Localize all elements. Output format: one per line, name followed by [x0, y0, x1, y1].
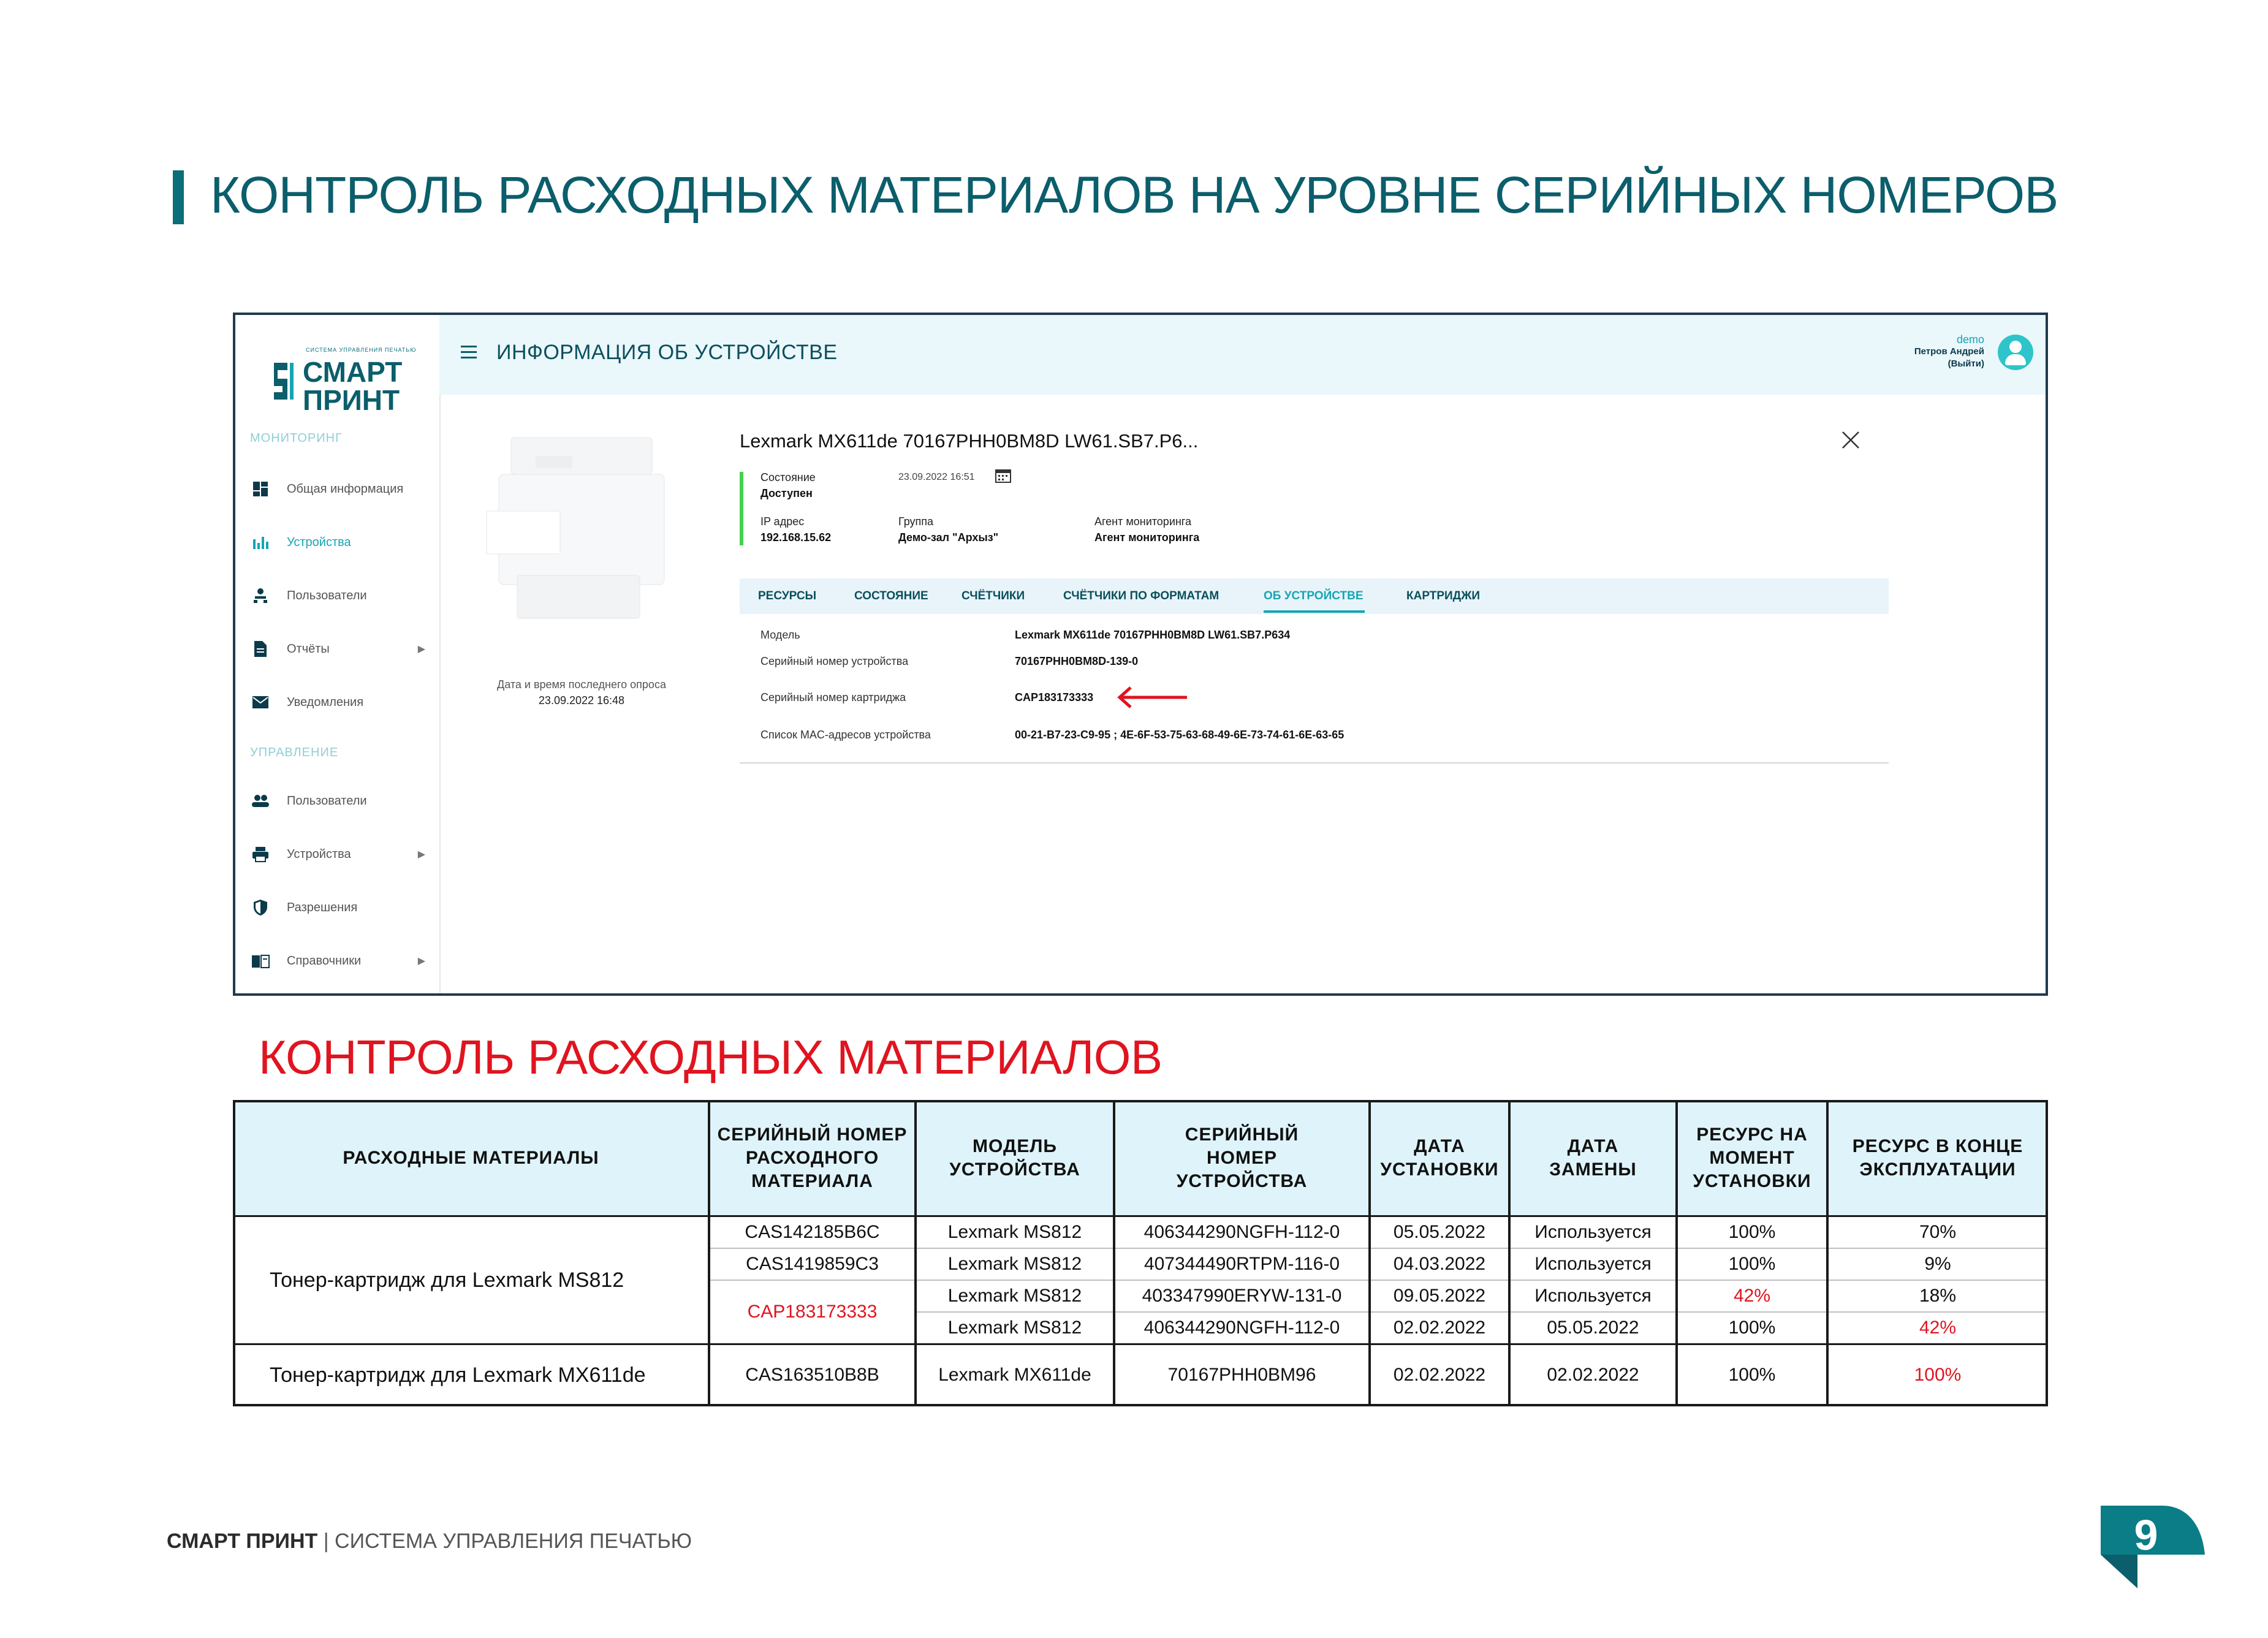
last-poll: [477, 677, 686, 708]
sidebar-item-permissions[interactable]: [250, 895, 434, 920]
col-header: РАСХОДНЫЕ МАТЕРИАЛЫ: [343, 1148, 599, 1168]
cell-res-end: 70%: [1919, 1222, 1957, 1242]
user-tree-icon: [250, 585, 271, 606]
sidebar-item-label: Отчёты: [287, 642, 330, 656]
cell-res-end: 42%: [1919, 1318, 1957, 1338]
field-label: Серийный номер картриджа: [760, 691, 906, 703]
page-number: 9: [2134, 1511, 2158, 1559]
sidebar-section-management: УПРАВЛЕНИЕ: [250, 746, 339, 759]
cell-installed: 05.05.2022: [1393, 1222, 1486, 1242]
user-info: [1914, 333, 1984, 370]
tab-cartridges[interactable]: КАРТРИДЖИ: [1406, 590, 1481, 602]
footer-separator: |: [317, 1530, 335, 1553]
expand-arrow-icon: ▶: [417, 644, 425, 654]
device-title: Lexmark MX611de 70167PHH0BM8D LW61.SB7.P6...: [740, 430, 1199, 452]
section-title: КОНТРОЛЬ РАСХОДНЫХ МАТЕРИАЛОВ: [259, 1030, 1162, 1084]
col-header: СЕРИЙНЫЙ НОМЕР РАСХОДНОГО МАТЕРИАЛА: [717, 1124, 908, 1191]
status-time: 23.09.2022 16:51: [898, 472, 975, 482]
cell-res-end: 18%: [1919, 1286, 1957, 1306]
ip-value: 192.168.15.62: [760, 531, 832, 544]
dashboard-icon: [250, 479, 271, 499]
report-icon: [250, 639, 271, 659]
col-header: МОДЕЛЬ УСТРОЙСТВА: [949, 1136, 1080, 1180]
row-divider: [709, 1248, 2048, 1249]
cell-res-start: 42%: [1733, 1286, 1771, 1306]
cell-device-sn: 70167PHH0BM96: [1167, 1365, 1316, 1385]
title-accent-bar: [173, 170, 184, 224]
field-value: 70167PHH0BM8D-139-0: [1015, 655, 1139, 667]
cell-res-start: 100%: [1728, 1254, 1776, 1274]
cell-serial: CAS142185B6C: [745, 1222, 880, 1242]
sidebar-item-notifications[interactable]: [250, 690, 434, 715]
shield-icon: [250, 897, 271, 918]
tab-counters[interactable]: СЧЁТЧИКИ: [961, 590, 1025, 602]
field-label: Модель: [760, 629, 800, 641]
table-border: [2046, 1100, 2048, 1406]
close-icon[interactable]: [1841, 430, 1860, 450]
sidebar-item-label: Уведомления: [287, 695, 364, 709]
cell-installed: 09.05.2022: [1393, 1286, 1486, 1306]
ip-field: [760, 514, 831, 545]
col-header: ДАТА УСТАНОВКИ: [1380, 1136, 1499, 1180]
cell-res-start: 100%: [1728, 1365, 1776, 1385]
sidebar-item-label: Общая информация: [287, 482, 404, 496]
sidebar-item-manage-devices[interactable]: [250, 842, 434, 866]
sidebar-item-directories[interactable]: [250, 949, 434, 973]
table-border: [1675, 1100, 1678, 1406]
table-border: [1508, 1100, 1511, 1406]
logo-mark-icon: [269, 357, 297, 412]
cell-res-end: 100%: [1914, 1365, 1962, 1385]
status-field: [760, 469, 816, 501]
sidebar-section-monitoring: МОНИТОРИНГ: [250, 431, 343, 445]
sidebar-item-manage-users[interactable]: [250, 789, 434, 813]
user-login: demo: [1956, 333, 1984, 346]
cell-model: Lexmark MS812: [947, 1254, 1082, 1274]
cell-serial: CAS163510B8B: [745, 1365, 879, 1385]
field-label: Список MAC-адресов устройства: [760, 729, 931, 741]
table-border: [914, 1100, 917, 1406]
table-border: [708, 1100, 710, 1406]
expand-arrow-icon: ▶: [417, 956, 425, 966]
footer: [167, 1530, 692, 1553]
cell-replaced: Используется: [1534, 1222, 1652, 1242]
cell-serial: CAS1419859C3: [746, 1254, 879, 1274]
status-value: Доступен: [760, 487, 813, 499]
cell-serial: CAP183173333: [747, 1302, 878, 1322]
cell-replaced: Используется: [1534, 1254, 1652, 1274]
app-screenshot: [233, 313, 2048, 996]
sidebar-item-users[interactable]: [250, 583, 434, 608]
logo: [269, 333, 422, 416]
table-border: [233, 1404, 2048, 1406]
logo-text: СМАРТ ПРИНТ: [303, 356, 403, 416]
app-header: [439, 315, 2046, 395]
sidebar-item-label: Устройства: [287, 535, 351, 549]
sidebar-item-reports[interactable]: [250, 637, 434, 661]
group-field: [898, 514, 998, 545]
logo-tagline: СИСТЕМА УПРАВЛЕНИЯ ПЕЧАТЬЮ: [306, 347, 417, 353]
cell-res-start: 100%: [1728, 1222, 1776, 1242]
col-header: СЕРИЙНЫЙ НОМЕР УСТРОЙСТВА: [1176, 1124, 1308, 1191]
cell-device-sn: 406344290NGFH-112-0: [1143, 1222, 1340, 1242]
col-header: РЕСУРС НА МОМЕНТ УСТАНОВКИ: [1693, 1124, 1811, 1191]
printer-image: [474, 431, 683, 634]
sidebar: [235, 315, 441, 993]
tab-format-counters[interactable]: СЧЁТЧИКИ ПО ФОРМАТАМ: [1063, 590, 1219, 602]
mail-icon: [250, 692, 271, 713]
logout-link[interactable]: (Выйти): [1948, 358, 1984, 369]
table-border: [1113, 1100, 1115, 1406]
tab-resources[interactable]: РЕСУРСЫ: [758, 590, 817, 602]
agent-field: [1094, 514, 1199, 545]
cell-model: Lexmark MX611de: [938, 1365, 1091, 1385]
row-divider: [709, 1280, 2048, 1281]
row-divider: [916, 1311, 2048, 1313]
users-icon: [250, 791, 271, 811]
cell-model: Lexmark MS812: [947, 1318, 1082, 1338]
group-value: Демо-зал "Архыз": [898, 531, 999, 544]
cell-installed: 02.02.2022: [1393, 1318, 1486, 1338]
table-border: [233, 1343, 2048, 1345]
material-cell: Тонер-картридж для Lexmark MS812: [270, 1268, 624, 1292]
table-border: [1826, 1100, 1829, 1406]
group-label: Группа: [898, 515, 934, 528]
consumables-table: [233, 1100, 2048, 1406]
footer-text: СИСТЕМА УПРАВЛЕНИЯ ПЕЧАТЬЮ: [335, 1530, 692, 1553]
cell-model: Lexmark MS812: [947, 1222, 1082, 1242]
tab-about-device[interactable]: ОБ УСТРОЙСТВЕ: [1264, 590, 1363, 602]
expand-arrow-icon: ▶: [417, 849, 425, 860]
status-label: Состояние: [760, 471, 816, 483]
active-tab-indicator: [1264, 610, 1365, 613]
header-title: ИНФОРМАЦИЯ ОБ УСТРОЙСТВЕ: [496, 341, 838, 364]
slide-title: КОНТРОЛЬ РАСХОДНЫХ МАТЕРИАЛОВ НА УРОВНЕ СЕРИЙНЫХ НОМЕРОВ: [210, 166, 2058, 224]
printer-icon: [250, 844, 271, 865]
cartridge-serial-value: CAP183173333: [1015, 691, 1094, 703]
table-border: [1368, 1100, 1371, 1406]
sidebar-item-label: Устройства: [287, 847, 351, 861]
sidebar-item-overview[interactable]: [250, 477, 434, 501]
cell-model: Lexmark MS812: [947, 1286, 1082, 1306]
last-poll-time: 23.09.2022 16:48: [538, 694, 625, 707]
col-header: РЕСУРС В КОНЦЕ ЭКСПЛУАТАЦИИ: [1852, 1136, 2023, 1180]
table-border: [233, 1100, 2048, 1102]
sidebar-item-label: Разрешения: [287, 900, 358, 914]
cell-replaced: 02.02.2022: [1547, 1365, 1639, 1385]
cell-res-end: 9%: [1924, 1254, 1951, 1274]
bar-chart-icon: [250, 532, 271, 553]
agent-value: Агент мониторинга: [1094, 531, 1200, 544]
last-poll-label: Дата и время последнего опроса: [497, 678, 666, 691]
divider: [740, 762, 1889, 764]
table-border: [233, 1100, 235, 1406]
field-value: Lexmark MX611de 70167PHH0BM8D LW61.SB7.P634: [1015, 629, 1291, 641]
footer-brand: СМАРТ ПРИНТ: [167, 1530, 318, 1553]
status-indicator: [740, 472, 743, 545]
agent-label: Агент мониторинга: [1094, 515, 1191, 528]
cell-device-sn: 406344290NGFH-112-0: [1143, 1318, 1340, 1338]
field-value: 00-21-B7-23-C9-95 ; 4E-6F-53-75-63-68-49-6E-73-74-61-6E-63-65: [1015, 729, 1344, 741]
cell-installed: 04.03.2022: [1393, 1254, 1486, 1274]
cell-installed: 02.02.2022: [1393, 1365, 1486, 1385]
table-border: [233, 1215, 2048, 1217]
red-arrow-icon: [1115, 685, 1188, 710]
book-icon: [250, 950, 271, 971]
sidebar-item-label: Пользователи: [287, 794, 367, 808]
ip-label: IP адрес: [760, 515, 805, 528]
menu-icon[interactable]: [461, 346, 477, 359]
avatar[interactable]: [1998, 335, 2033, 370]
field-label: Серийный номер устройства: [760, 655, 909, 667]
col-header: ДАТА ЗАМЕНЫ: [1549, 1136, 1637, 1180]
cell-replaced: 05.05.2022: [1547, 1318, 1639, 1338]
sidebar-item-label: Справочники: [287, 954, 362, 968]
material-cell: Тонер-картридж для Lexmark MX611de: [270, 1363, 646, 1387]
cell-res-start: 100%: [1728, 1318, 1776, 1338]
cell-replaced: Используется: [1534, 1286, 1652, 1306]
cell-device-sn: 407344490RTPM-116-0: [1143, 1254, 1340, 1274]
cell-device-sn: 403347990ERYW-131-0: [1142, 1286, 1342, 1306]
device-tabs: [740, 578, 1889, 614]
tab-status[interactable]: СОСТОЯНИЕ: [854, 590, 928, 602]
sidebar-item-label: Пользователи: [287, 588, 367, 602]
sidebar-item-devices[interactable]: [250, 530, 434, 555]
user-name: Петров Андрей: [1914, 346, 1984, 357]
calendar-icon[interactable]: [995, 468, 1011, 483]
